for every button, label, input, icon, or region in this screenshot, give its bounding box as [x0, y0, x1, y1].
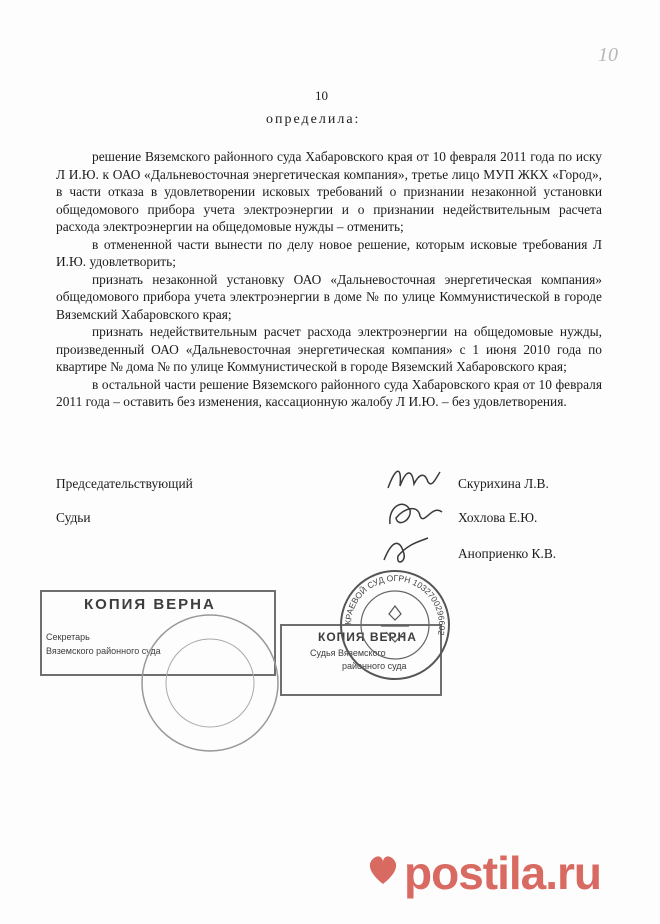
corner-page-mark: 10	[598, 44, 618, 66]
judges-label: Судьи	[56, 510, 91, 525]
stamp-right-court: районного суда	[342, 661, 407, 671]
paragraph-5: в остальной части решение Вяземского районного суда Хабаровского края от 10 февраля 2011 года – оставить без изменения, кассационную жалобу Л И.Ю. – без удовлетворения.	[56, 376, 602, 409]
page-number: 10	[315, 88, 328, 103]
stamp-left-court: Вяземского районного суда	[46, 646, 161, 656]
presiding-name: Скурихина Л.В.	[458, 476, 549, 491]
stamp-left-secretary: Секретарь	[46, 632, 90, 642]
paragraph-3: признать незаконной установку ОАО «Дальневосточная энергетическая компания» общедомового прибора учета электроэнергии в доме № по улице Коммунистической в городе Вяземский Хабаровского края;	[56, 271, 602, 322]
watermark-text: postila.ru	[404, 847, 602, 899]
postila-logo-icon	[364, 850, 402, 888]
judge-1-name: Хохлова Е.Ю.	[458, 510, 538, 525]
ruling-text	[56, 148, 602, 411]
presiding-label: Председательствующий	[56, 476, 193, 491]
stamp-right-judge: Судья Вяземского	[310, 648, 386, 658]
seal-text: КРАЕВОЙ СУД ОГРН 1032700296602	[342, 572, 448, 637]
court-seal	[336, 566, 454, 684]
stamp-left-title: КОПИЯ ВЕРНА	[84, 596, 216, 613]
paragraph-2: в отмененной части вынести по делу новое решение, которым исковые требования Л И.Ю. удовлетворить;	[56, 236, 602, 269]
judge-2-name: Аноприенко К.В.	[458, 546, 557, 561]
stamp-right-title: КОПИЯ ВЕРНА	[318, 630, 417, 644]
paragraph-4: признать недействительным расчет расхода электроэнергии на общедомовые нужды, произведенный ОАО «Дальневосточная энергетическая компания» с 1 июня 2010 года по квартире № дома № по улице Коммунистической в городе Вяземский Хабаровского края;	[56, 324, 602, 374]
section-heading: определила:	[266, 112, 361, 127]
court-seal-faint	[130, 608, 290, 758]
paragraph-1: решение Вяземского районного суда Хабаровского края от 10 февраля 2011 года по иску Л И.Ю. к ОАО «Дальневосточная энергетическая компания», третье лицо МУП ЖКХ «Город», в части отказа в удовлетворении исковых требований о признании незаконной установки общедомового прибора учета электроэнергии и о признании недействительным расчета расхода электроэнергии на общедомовые нужды – отменить;	[56, 149, 602, 234]
